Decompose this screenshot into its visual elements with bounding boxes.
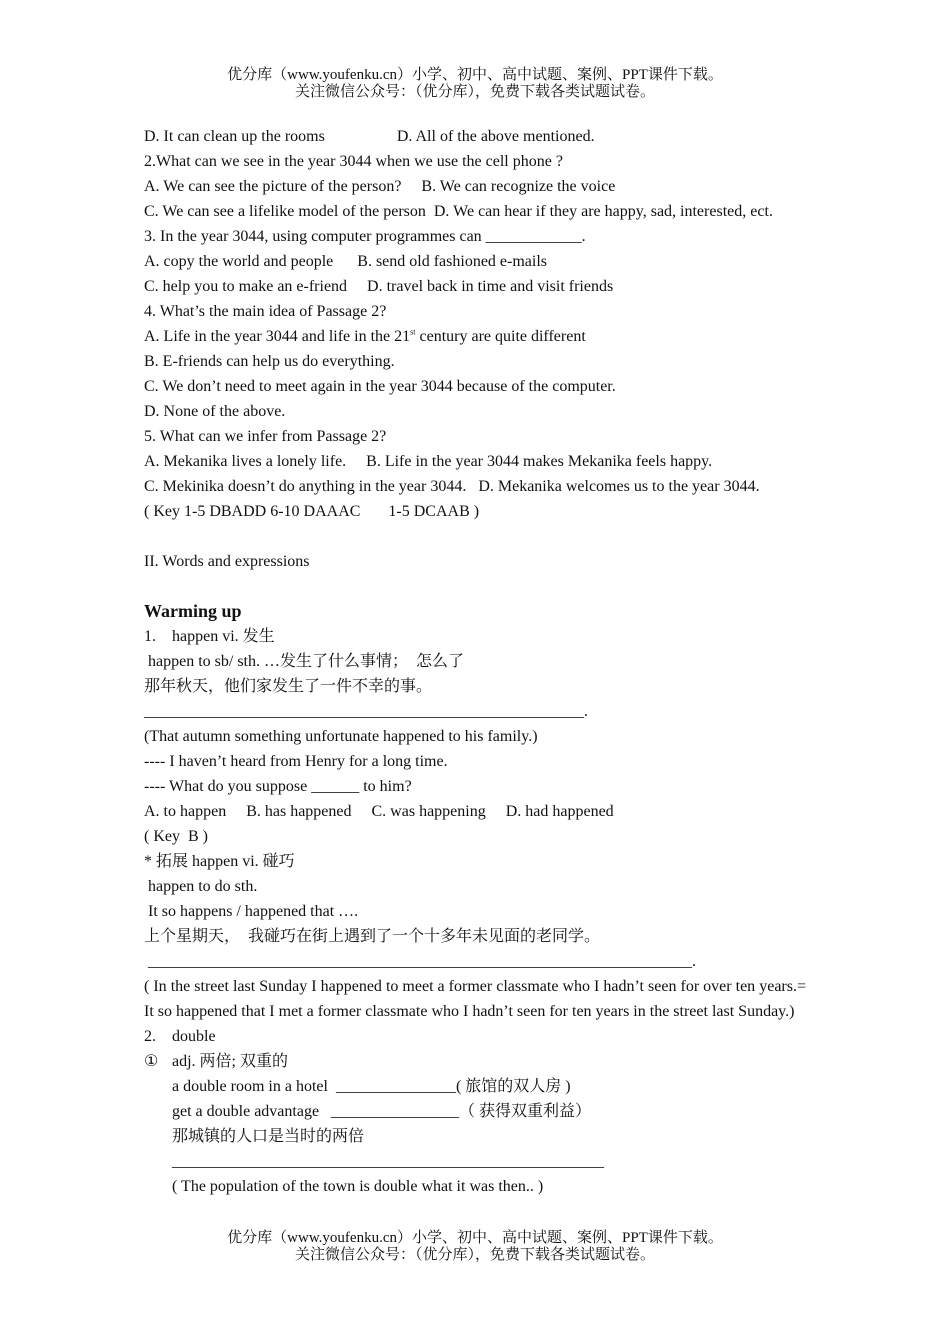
extension-title: * 拓展 happen vi. 碰巧 bbox=[144, 853, 295, 870]
question-2: 2.What can we see in the year 3044 when we use the cell phone ? bbox=[144, 153, 563, 170]
q4-option-a-text: A. Life in the year 3044 and life in the 21 bbox=[144, 328, 411, 345]
double-blank: ______________________________________________________ bbox=[172, 1153, 604, 1170]
q1-option-d-left: D. It can clean up the rooms bbox=[144, 128, 325, 145]
happen-title: happen vi. 发生 bbox=[172, 628, 275, 645]
extension-2: It so happens / happened that …. bbox=[148, 903, 359, 920]
page-footer bbox=[0, 1230, 950, 1264]
item-number: 2. bbox=[144, 1028, 156, 1045]
page-header bbox=[0, 67, 950, 101]
happen-key: ( Key B ) bbox=[144, 828, 208, 845]
happen-options: A. to happen B. has happened C. was happening D. had happened bbox=[144, 803, 614, 820]
happen-cn-sentence: 那年秋天，他们家发生了一件不幸的事。 bbox=[144, 678, 433, 695]
question-5: 5. What can we infer from Passage 2? bbox=[144, 428, 387, 445]
q4-option-a-tail: century are quite different bbox=[415, 328, 586, 345]
warming-up-heading: Warming up bbox=[144, 601, 242, 621]
answer-key: ( Key 1-5 DBADD 6-10 DAAAC 1-5 DCAAB ) bbox=[144, 503, 480, 520]
q1-option-d-right: D. All of the above mentioned. bbox=[396, 128, 595, 145]
dialog-line-2: ---- What do you suppose ______ to him? bbox=[144, 778, 412, 795]
happen-entry bbox=[144, 624, 806, 649]
q3-options-cd: C. help you to make an e-friend D. travel back in time and visit friends bbox=[144, 278, 614, 295]
double-title: double bbox=[172, 1028, 216, 1045]
q4-option-b: B. E-friends can help us do everything. bbox=[144, 353, 395, 370]
dialog-line-1: ---- I haven’t heard from Henry for a long time. bbox=[144, 753, 448, 770]
extension-blank: ____________________________________________________________________. bbox=[148, 953, 696, 970]
ordinal-suffix: st bbox=[410, 327, 416, 337]
happen-blank: _______________________________________________________. bbox=[144, 703, 588, 720]
circled-number: ① bbox=[144, 1053, 159, 1070]
q1-option-d-row bbox=[144, 124, 806, 149]
q5-options-cd: C. Mekinika doesn’t do anything in the year 3044. D. Mekanika welcomes us to the year 3044. bbox=[144, 478, 760, 495]
document-body bbox=[144, 124, 806, 1199]
happen-usage: happen to sb/ sth. …发生了什么事情； 怎么了 bbox=[148, 653, 464, 670]
happen-answer: (That autumn something unfortunate happened to his family.) bbox=[144, 728, 538, 745]
question-4: 4. What’s the main idea of Passage 2? bbox=[144, 303, 387, 320]
footer-line-2: 关注微信公众号：（优分库），免费下载各类试题试卷。 bbox=[294, 1247, 655, 1263]
footer-line-1: 优分库（www.youfenku.cn）小学、初中、高中试题、案例、PPT课件下载。 bbox=[227, 1230, 723, 1246]
q5-options-ab: A. Mekanika lives a lonely life. B. Life in the year 3044 makes Mekanika feels happy. bbox=[144, 453, 713, 470]
extension-cn-sentence: 上个星期天， 我碰巧在街上遇到了一个十多年未见面的老同学。 bbox=[144, 928, 601, 945]
extension-1: happen to do sth. bbox=[148, 878, 258, 895]
header-line-1: 优分库（www.youfenku.cn）小学、初中、高中试题、案例、PPT课件下载。 bbox=[227, 67, 723, 83]
q4-option-c: C. We don’t need to meet again in the year 3044 because of the computer. bbox=[144, 378, 616, 395]
question-3: 3. In the year 3044, using computer programmes can ____________. bbox=[144, 228, 586, 245]
section-heading: II. Words and expressions bbox=[144, 553, 310, 570]
double-entry bbox=[144, 1024, 806, 1049]
extension-answer: ( In the street last Sunday I happened to meet a former classmate who I hadn’t seen for over ten years.= It so happened that I met a former classmate who I hadn’t seen for ten years in the street last Sunday.) bbox=[144, 978, 806, 1020]
item-number: 1. bbox=[144, 628, 156, 645]
header-line-2: 关注微信公众号：（优分库），免费下载各类试题试卷。 bbox=[294, 84, 655, 100]
double-cn-sentence: 那城镇的人口是当时的两倍 bbox=[172, 1128, 365, 1145]
double-sense-text: adj. 两倍; 双重的 bbox=[172, 1053, 288, 1070]
double-sense-1 bbox=[144, 1049, 806, 1074]
double-answer: ( The population of the town is double what it was then.. ) bbox=[172, 1178, 544, 1195]
q2-options-cd: C. We can see a lifelike model of the person D. We can hear if they are happy, sad, interested, ect. bbox=[144, 203, 773, 220]
q3-options-ab: A. copy the world and people B. send old fashioned e-mails bbox=[144, 253, 548, 270]
q2-options-ab: A. We can see the picture of the person? B. We can recognize the voice bbox=[144, 178, 616, 195]
q4-option-d: D. None of the above. bbox=[144, 403, 286, 420]
q4-option-a bbox=[144, 324, 806, 349]
double-example-2: get a double advantage ________________（ 获得双重利益） bbox=[172, 1103, 592, 1120]
double-example-1: a double room in a hotel _______________( 旅馆的双人房 ) bbox=[172, 1078, 571, 1095]
